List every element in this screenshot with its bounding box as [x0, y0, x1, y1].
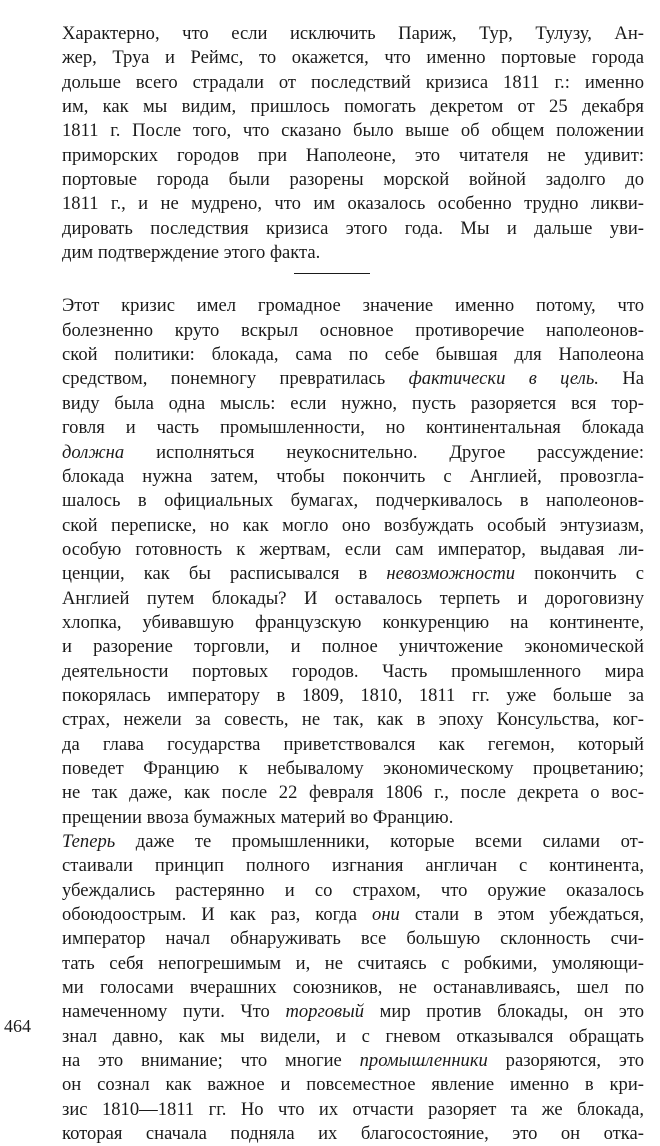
text-segment: убеждались растерянно и со страхом, что оружие оказалось — [62, 879, 644, 901]
text-line — [62, 1049, 644, 1073]
text-segment: император начал обнаруживать все большую склонность счи- — [62, 928, 644, 950]
text-segment: исполняться неукоснительно. Другое рассуждение: — [124, 441, 644, 463]
text-line: приморских городов при Наполеоне, это читателя не удивит: — [62, 144, 644, 166]
text-segment: знал давно, как мы видели, и с гневом отказывался обращать — [62, 1025, 644, 1047]
text-segment: да глава государства приветствовался как гегемон, который — [62, 733, 644, 755]
text-segment: намеченному пути. Что — [62, 1001, 286, 1023]
text-segment: зис 1810—1811 гг. Но что их отчасти разоряет та же блокада, — [62, 1098, 644, 1120]
text-segment: ми голосами вчерашних союзников, не останавливаясь, шел по — [62, 977, 644, 999]
paragraph-3 — [62, 830, 644, 1146]
text-line — [62, 684, 644, 708]
text-line — [62, 806, 644, 830]
paragraph-1 — [62, 22, 644, 265]
text-line — [62, 1073, 644, 1097]
text-line — [62, 1025, 644, 1049]
text-segment: Англией путем блокады? И оставалось терпеть и дороговизну — [62, 587, 644, 609]
text-segment: На — [598, 368, 644, 390]
text-segment: ценции, как бы расписывался в — [62, 563, 387, 585]
text-line — [62, 319, 644, 343]
text-segment: которая сначала подняла их благосостояние, это он отка- — [62, 1123, 644, 1145]
text-segment: на это внимание; что многие — [62, 1050, 360, 1072]
text-line — [62, 514, 644, 538]
italic-emphasis: они — [372, 904, 400, 926]
text-segment: виду была одна мысль: если нужно, пусть разоряется вся тор- — [62, 392, 644, 414]
italic-emphasis: фактически в цель. — [408, 368, 599, 390]
paragraph-gap — [62, 274, 644, 294]
text-segment: мир против блокады, он это — [364, 1001, 644, 1023]
text-segment: не так даже, как после 22 февраля 1806 г., после декрета о вос- — [62, 782, 644, 804]
text-segment: стаивали принцип полного изгнания англичан с континента, — [62, 855, 644, 877]
text-line — [62, 392, 644, 416]
text-line — [62, 927, 644, 951]
text-line — [62, 562, 644, 586]
text-line: жер, Труа и Реймс, то окажется, что именно портовые города — [62, 47, 644, 69]
text-line — [62, 1000, 644, 1024]
text-segment: болезненно круто вскрыл основное противоречие наполеонов- — [62, 319, 644, 341]
text-segment: ской политики: блокада, сама по себе бывшая для Наполеона — [62, 344, 644, 366]
text-line — [62, 294, 644, 318]
paragraph-2 — [62, 294, 644, 830]
text-segment: ской переписке, но как могло оно возбуждать особый энтузиазм, — [62, 514, 644, 536]
text-line: Характерно, что если исключить Париж, Тур, Тулузу, Ан- — [62, 23, 644, 44]
text-line — [62, 489, 644, 513]
text-line — [62, 465, 644, 489]
text-line — [62, 879, 644, 903]
text-line: 1811 г., и не мудрено, что им оказалось особенно трудно ликви- — [62, 193, 644, 215]
text-line — [62, 1122, 644, 1146]
text-segment: тать себя непогрешимым и, не считаясь с робкими, умоляющи- — [62, 952, 644, 974]
text-segment: говля и часть промышленности, но континентальная блокада — [62, 417, 644, 439]
text-segment: и разорение торговли, и полное уничтожение экономической — [62, 636, 644, 658]
text-line: дим подтверждение этого факта. — [62, 242, 321, 264]
text-line — [62, 781, 644, 805]
text-segment: даже те промышленники, которые всеми силами от- — [115, 831, 644, 852]
text-line — [62, 343, 644, 367]
text-segment: обоюдоострым. И как раз, когда — [62, 904, 373, 926]
text-segment: средством, понемногу превратилась — [62, 368, 409, 390]
text-segment: покончить с — [515, 563, 644, 585]
text-line — [62, 976, 644, 1000]
text-line — [62, 1098, 644, 1122]
text-segment: страх, нежели за совесть, не так, как в эпоху Консульства, ког- — [62, 709, 644, 731]
text-line: 1811 г. После того, что сказано было выше об общем положении — [62, 120, 644, 142]
text-line — [62, 367, 644, 391]
text-segment: он сознал как важное и повсеместное явление именно в кри- — [62, 1074, 644, 1096]
text-line — [62, 757, 644, 781]
text-line: им, как мы видим, пришлось помогать декретом от 25 декабря — [62, 96, 644, 118]
italic-emphasis: должна — [62, 441, 125, 463]
text-segment: прещении ввоза бумажных материй во Францию. — [62, 806, 454, 828]
text-segment: деятельности портовых городов. Часть промышленного мира — [62, 660, 644, 682]
text-line — [62, 854, 644, 878]
text-line — [62, 660, 644, 684]
text-segment: стали в этом убеждаться, — [399, 904, 644, 926]
text-line — [62, 416, 644, 440]
text-line — [62, 903, 644, 927]
italic-emphasis: Теперь — [62, 831, 116, 852]
text-line — [62, 611, 644, 635]
text-line — [62, 952, 644, 976]
text-segment: поведет Францию к небывалому экономическому процветанию; — [62, 757, 644, 779]
text-segment: блокада нужна затем, чтобы покончить с Англией, провозгла- — [62, 465, 644, 487]
text-line — [62, 830, 644, 854]
page-body — [62, 22, 644, 1146]
page-number: 464 — [4, 1016, 31, 1036]
text-segment: шалось в официальных бумагах, подчеркивалось в наполеонов- — [62, 490, 644, 512]
text-segment: покорялась императору в 1809, 1810, 1811 гг. уже больше за — [62, 684, 644, 706]
text-segment: особую готовность к жертвам, если сам император, выдавая ли- — [62, 538, 644, 560]
text-line: портовые города были разорены морской войной задолго до — [62, 169, 644, 191]
italic-emphasis: промышленники — [359, 1050, 488, 1072]
text-line: дировать последствия кризиса этого года. Мы и дальше уви- — [62, 217, 644, 239]
text-line — [62, 538, 644, 562]
text-line — [62, 441, 644, 465]
text-line — [62, 587, 644, 611]
italic-emphasis: невозможности — [386, 563, 516, 585]
text-line — [62, 635, 644, 659]
text-line: дольше всего страдали от последствий кризиса 1811 г.: именно — [62, 71, 644, 93]
text-segment: разоряются, это — [487, 1050, 644, 1072]
text-segment: хлопка, убивавшую французскую конкуренцию на континенте, — [62, 611, 644, 633]
text-segment: Этот кризис имел громадное значение именно потому, что — [62, 295, 644, 317]
text-line — [62, 733, 644, 757]
italic-emphasis: торговый — [285, 1001, 364, 1023]
text-line — [62, 708, 644, 732]
